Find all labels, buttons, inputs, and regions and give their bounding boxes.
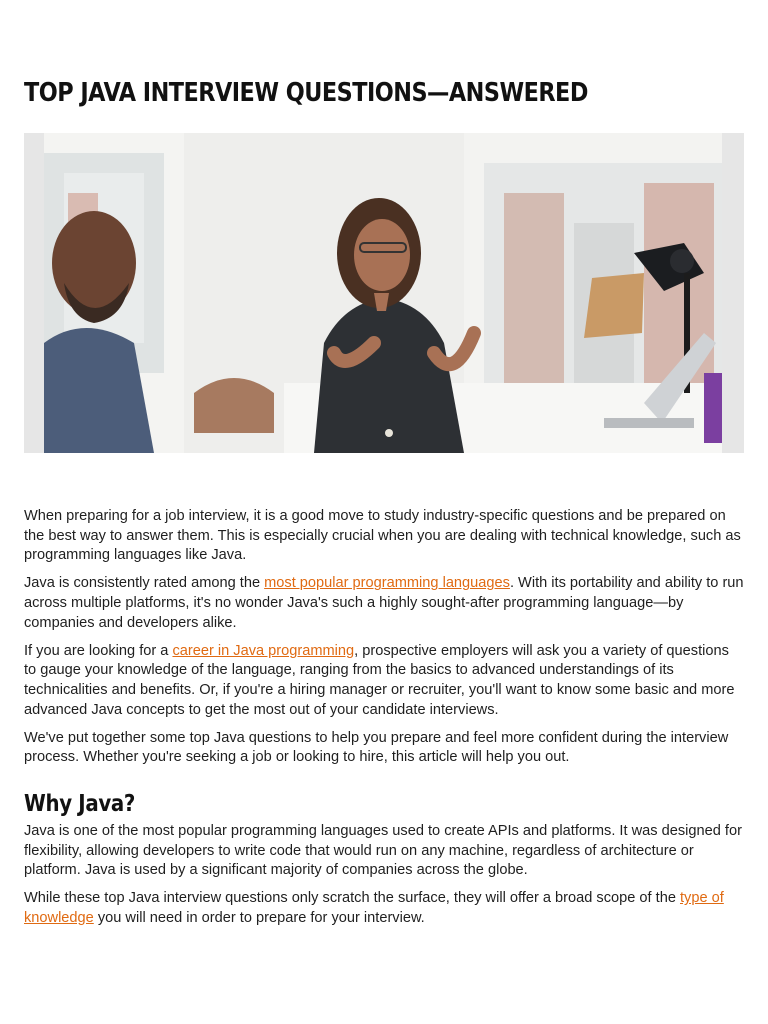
paragraph-text: Java is consistently rated among the: [24, 575, 265, 592]
paragraph-summary: [24, 729, 744, 768]
paragraph-intro: [24, 507, 744, 566]
page-title: TOP JAVA INTERVIEW QUESTIONS—ANSWERED: [24, 78, 588, 108]
type-of-knowledge-link[interactable]: type of knowledge: [24, 890, 724, 926]
paragraph-text: We've put together some top Java questions to help you prepare and feel more confident during the interview process. Whether you're seeking a job or looking to hire, this article will help you out.: [24, 729, 729, 766]
interview-photo: [44, 133, 722, 453]
hero-image: [24, 133, 744, 453]
section-heading-why-java: Why Java?: [24, 790, 136, 817]
paragraph-text: Java is one of the most popular programming languages used to create APIs and platforms. It was designed for flexibility, allowing developers to write code that would run on any machine, regardless of architecture or platform. Java is used by a significant majority of companies across the globe.: [24, 822, 742, 879]
paragraph-text: , prospective employers will ask you a variety of questions to gauge your knowledge of the language, ranging from the basics to advanced understandings of its technicalities and benefits. Or, if you're a hiring manager or recruiter, you'll want to know some basic and more advanced Java concepts to get the most out of your candidate interviews.: [24, 642, 735, 718]
popular-languages-link[interactable]: most popular programming languages: [264, 575, 510, 592]
article-body: [24, 507, 744, 937]
career-java-link[interactable]: career in Java programming: [172, 642, 355, 659]
paragraph-text: While these top Java interview questions only scratch the surface, they will offer a broad scope of the: [24, 890, 680, 907]
paragraph-text: you will need in order to prepare for your interview.: [93, 909, 425, 926]
paragraph-text: If you are looking for a: [24, 642, 173, 659]
paragraph-scope: [24, 889, 744, 928]
paragraph-popularity: [24, 574, 744, 633]
paragraph-why-java: [24, 822, 744, 881]
paragraph-career: [24, 642, 744, 720]
paragraph-text: When preparing for a job interview, it is a good move to study industry-specific questions and be prepared on the best way to answer them. This is especially crucial when you are dealing with technical knowledge, such as programming languages like Java.: [24, 508, 741, 564]
paragraph-text: . With its portability and ability to run across multiple platforms, it's no wonder Java's such a highly sought-after programming language—by companies and developers alike.: [24, 575, 744, 631]
